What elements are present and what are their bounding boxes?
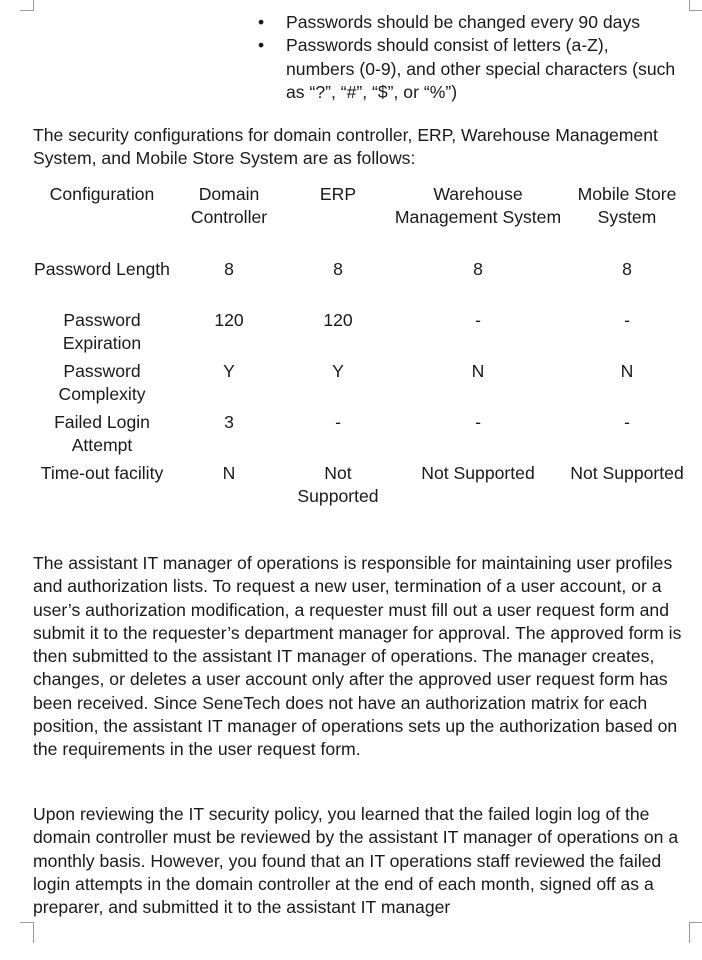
user-management-paragraph: The assistant IT manager of operations is responsible for maintaining user profiles and authorization lists. To request a new user, termination of a user account, or a user’s authorization modification, a requester must fill out a user request form and submit it to the requester’s department manager for approval. The approved form is then submitted to the assistant IT manager of operations. The manager creates, changes, or deletes a user account only after the approved user request form has been received. Since SeneTech does not have an authorization matrix for each position, the assistant IT manager of operations sets up the authorization based on the requirements in the user request form. [33,553,682,760]
table-row [30,258,690,309]
password-policy-list [0,11,702,104]
list-item [0,34,676,104]
table-row [30,462,690,517]
list-item-text: Passwords should consist of letters (a-Z), numbers (0-9), and other special characters (such as “?”, “#”, “$”, or “%”) [286,35,676,102]
crop-mark-top-left [20,0,34,11]
column-header: Warehouse Management System [394,184,562,228]
table-cell: N [471,361,485,381]
table-cell: 8 [333,259,343,279]
table-cell: Failed Login Attempt [54,412,150,456]
table-cell: 120 [323,310,353,330]
table-cell: - [475,310,481,330]
intro-paragraph: The security configurations for domain controller, ERP, Warehouse Management System, and Mobile Store System are as follows: [33,125,658,169]
table-cell: Not Supported [297,463,379,507]
table-cell: Not Supported [421,463,535,483]
table-cell: 3 [224,412,234,432]
table-cell: - [624,412,630,432]
bullet-icon: • [258,35,265,56]
table-cell: Not Supported [570,463,684,483]
table-cell: - [475,412,481,432]
table-cell: - [624,310,630,330]
column-header: Mobile Store System [577,184,677,228]
column-header: Domain Controller [190,184,268,228]
column-header: ERP [319,184,357,204]
column-header: Configuration [49,184,155,204]
table-cell: Y [332,361,344,381]
table-header-row [30,183,690,258]
security-configuration-table [30,183,690,517]
table-cell: 8 [473,259,483,279]
table-cell: 8 [622,259,632,279]
table-cell: - [335,412,341,432]
table-cell: Time-out facility [40,463,164,483]
table-cell: Password Length [34,259,170,279]
table-cell: Y [223,361,235,381]
table-row [30,411,690,462]
list-item-text: Passwords should be changed every 90 days [286,12,641,32]
bullet-icon: • [258,12,265,32]
crop-mark-bottom-right [689,922,702,943]
table-row [30,309,690,360]
table-cell: Password Expiration [62,310,142,354]
failed-login-review-paragraph: Upon reviewing the IT security policy, you learned that the failed login log of the domain controller must be reviewed by the assistant IT manager of operations on a monthly basis. However, you found that an IT operations staff reviewed the failed login attempts in the domain controller at the end of each month, signed off as a preparer, and submitted it to the assistant IT manager [33,804,679,918]
crop-mark-bottom-left [20,922,34,943]
table-row [30,360,690,411]
table-cell: 120 [214,310,244,330]
table-cell: Password Complexity [58,361,146,405]
list-item [0,11,676,34]
table-cell: 8 [224,259,234,279]
table-cell: N [620,361,634,381]
crop-mark-top-right [689,0,702,11]
table-cell: N [222,463,236,483]
